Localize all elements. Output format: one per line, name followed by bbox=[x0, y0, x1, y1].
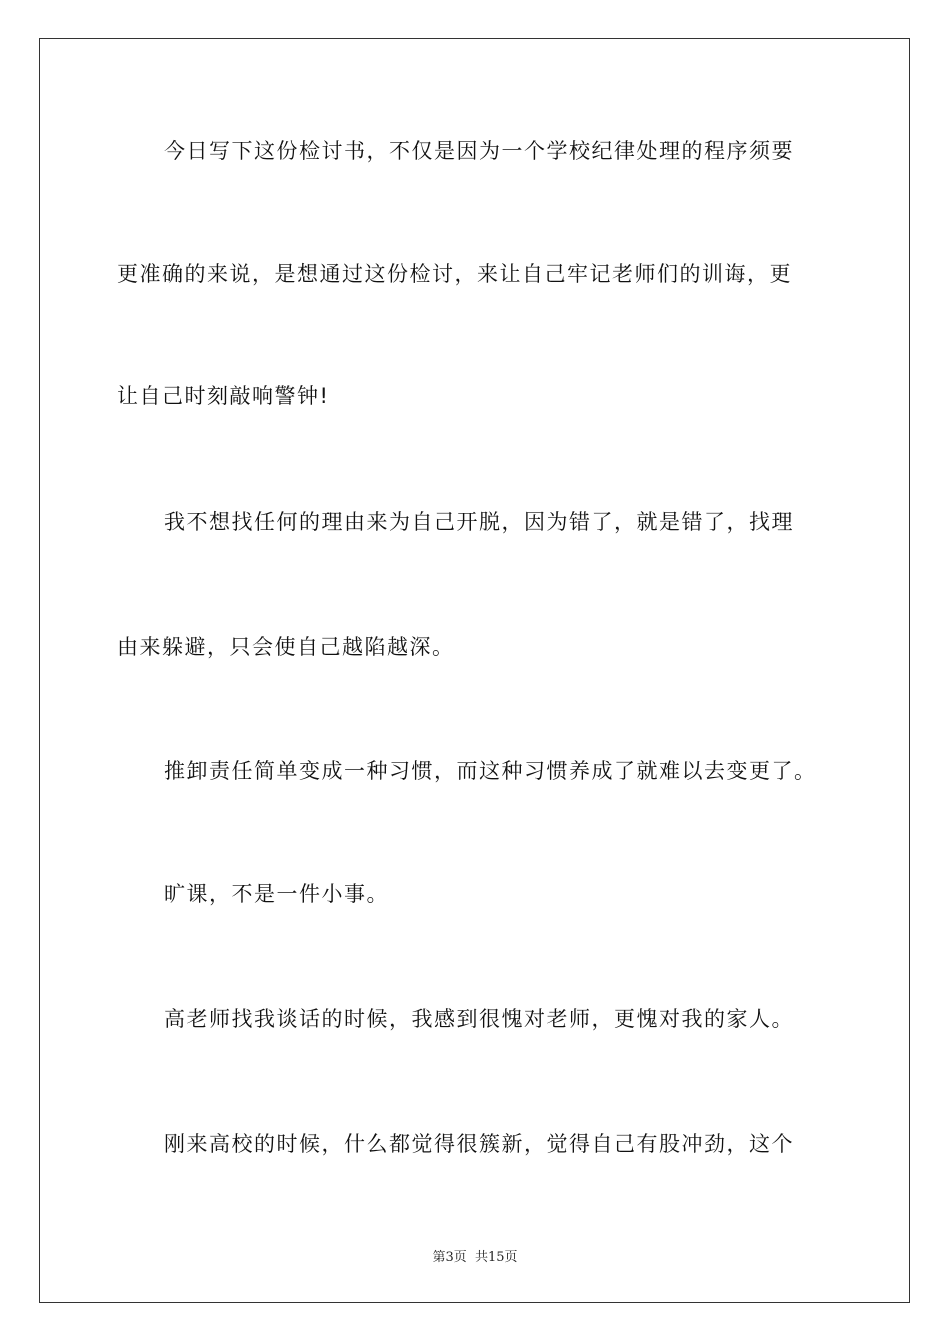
paragraph-1-line-1: 今日写下这份检讨书，不仅是因为一个学校纪律处理的程序须要 bbox=[164, 139, 794, 163]
paragraph-4-line-1: 旷课，不是一件小事。 bbox=[164, 882, 389, 906]
paragraph-3-line-1: 推卸责任简单变成一种习惯，而这种习惯养成了就难以去变更了。 bbox=[164, 759, 817, 783]
paragraph-5-line-1: 高老师找我谈话的时候，我感到很愧对老师，更愧对我的家人。 bbox=[164, 1007, 794, 1031]
page-total: 共15页 bbox=[474, 1250, 518, 1265]
page-border bbox=[39, 38, 910, 1303]
paragraph-6-line-1: 刚来高校的时候，什么都觉得很簇新，觉得自己有股冲劲，这个 bbox=[164, 1132, 794, 1156]
paragraph-1-line-3: 让自己时刻敲响警钟! bbox=[117, 384, 330, 408]
paragraph-2-line-2: 由来躲避，只会使自己越陷越深。 bbox=[117, 635, 455, 659]
page-number: 第3页 bbox=[432, 1250, 467, 1265]
page-footer bbox=[0, 1246, 950, 1265]
paragraph-2-line-1: 我不想找任何的理由来为自己开脱，因为错了，就是错了，找理 bbox=[164, 510, 794, 534]
paragraph-1-line-2: 更准确的来说，是想通过这份检讨，来让自己牢记老师们的训诲，更 bbox=[117, 262, 792, 286]
